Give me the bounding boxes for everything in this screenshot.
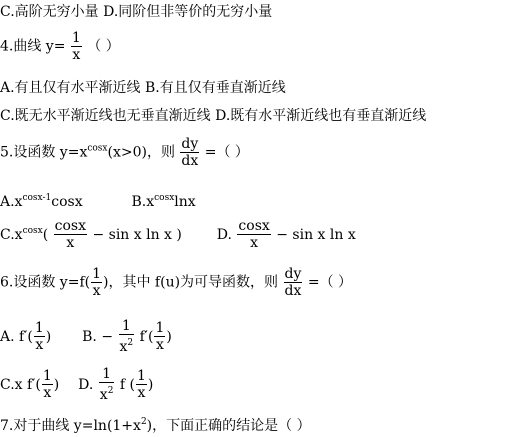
q6-derivative-fraction	[284, 266, 303, 299]
q5-option-a-base: A.x	[0, 194, 23, 210]
q6-option-d-denominator-2: x	[137, 385, 146, 401]
q4-fraction-denominator: x	[72, 47, 81, 63]
q5-option-a-exponent: cosx-1	[22, 193, 52, 203]
q6-option-b	[82, 318, 172, 355]
q6-option-b-numerator: 1	[119, 318, 135, 335]
q6-option-d-fraction-2	[136, 368, 147, 401]
q6-argument-numerator: 1	[92, 266, 102, 282]
q5-option-d	[216, 218, 356, 251]
q6-option-d-close: )	[147, 376, 154, 393]
q6-stem-mid: )，其中 f(u)为可导函数，则	[103, 274, 279, 291]
q5-option-d-rest: − sin x ln x	[276, 226, 356, 243]
question-7	[0, 414, 311, 434]
q5-option-c	[0, 218, 186, 251]
q6-option-b-fraction	[119, 318, 135, 355]
q5-option-a-factor: cosx	[51, 194, 83, 210]
q6-option-d-label: D.	[78, 376, 94, 393]
q5-option-b-factor: lnx	[174, 194, 196, 210]
q5-exponent: cosx	[87, 143, 108, 154]
q6-option-d-denominator	[99, 383, 115, 403]
q5-option-d-numerator: cosx	[238, 218, 270, 234]
q3-options-cd-text: C.高阶无穷小量 D.同阶但非等价的无穷小量	[0, 4, 273, 20]
q5-options-ab	[0, 190, 196, 210]
q6-option-a-close: )	[45, 328, 52, 345]
q5-derivative-numerator: dy	[181, 136, 199, 152]
q5-option-c-exponent: cosx	[22, 225, 43, 236]
q5-option-b	[132, 194, 196, 210]
q4-options-ab	[0, 80, 286, 96]
q5-option-b-base: B.x	[131, 194, 155, 210]
q5-option-c-base: C.x	[0, 226, 23, 243]
q6-stem-start: 6.设函数 y=f(	[0, 274, 91, 291]
q6-options-cd	[0, 366, 153, 403]
q7-stem-start: 7.对于曲线 y=ln(1+x	[0, 418, 141, 434]
q5-answer-blank: =（ ）	[204, 144, 249, 161]
q5-derivative-fraction	[180, 136, 199, 169]
q6-answer-blank: =（ ）	[307, 274, 353, 291]
q4-stem: 4.曲线 y=	[0, 38, 66, 55]
q6-option-d-numerator: 1	[99, 366, 115, 383]
q5-derivative-denominator: dx	[181, 153, 199, 169]
q6-option-b-numerator-2: 1	[155, 320, 165, 336]
q6-option-a-denominator: x	[35, 337, 44, 353]
q7-stem-end: )，下面正确的结论是（ ）	[146, 418, 311, 434]
q4-options-ab-text: A.有且仅有水平渐近线 B.有且仅有垂直渐近线	[0, 80, 286, 96]
q5-option-d-label: D.	[216, 226, 232, 243]
q4-fraction-numerator: 1	[71, 30, 81, 46]
q6-option-a-prefix: A. f′(	[0, 328, 33, 345]
q5-options-cd	[0, 218, 356, 251]
q6-option-c-close: )	[53, 376, 60, 393]
q5-option-c-numerator: cosx	[54, 218, 86, 234]
q6-option-b-mid: f′(	[139, 328, 154, 345]
q4-options-cd	[0, 108, 426, 124]
q6-argument-fraction	[91, 266, 102, 299]
q4-answer-blank: （ ）	[87, 38, 120, 55]
q6-option-b-denominator	[119, 335, 135, 355]
q6-option-b-fraction-2	[154, 320, 165, 353]
q5-option-a	[0, 194, 83, 210]
q6-option-a-numerator: 1	[34, 320, 44, 336]
q6-option-d-denominator-base: x	[99, 387, 108, 403]
q5-stem-start: 5.设函数 y=x	[0, 144, 88, 161]
q6-option-b-denominator-exponent: 2	[127, 338, 134, 348]
q6-option-b-denominator-base: x	[119, 339, 128, 355]
q6-option-c-prefix: C.x f′(	[0, 376, 41, 393]
q6-option-d-denominator-exponent: 2	[107, 386, 114, 396]
question-4	[0, 30, 120, 63]
q6-derivative-denominator: dx	[284, 283, 302, 299]
q6-option-b-prefix: B. −	[82, 328, 114, 345]
q6-option-c	[0, 368, 64, 401]
q6-option-d	[78, 366, 154, 403]
q6-option-d-numerator-2: 1	[136, 368, 146, 384]
q6-option-c-denominator: x	[43, 385, 52, 401]
q5-option-c-fraction	[54, 218, 87, 251]
q4-options-cd-text: C.既无水平渐近线也无垂直渐近线 D.既有水平渐近线也有垂直渐近线	[0, 108, 427, 124]
line-q3-options-cd	[0, 4, 272, 20]
q4-fraction	[71, 30, 82, 63]
q6-option-a	[0, 320, 56, 353]
question-5	[0, 136, 249, 169]
q5-option-c-denominator: x	[66, 235, 75, 251]
q6-option-a-fraction	[34, 320, 45, 353]
q6-option-b-close: )	[166, 328, 172, 345]
q6-option-b-denominator-2: x	[155, 337, 164, 353]
q6-option-c-fraction	[42, 368, 53, 401]
q5-option-c-open-paren: (	[42, 226, 49, 243]
q6-options-ab	[0, 318, 172, 355]
q5-option-c-rest: − sin x ln x )	[92, 226, 182, 243]
q5-option-d-denominator: x	[250, 235, 259, 251]
q6-option-c-numerator: 1	[42, 368, 52, 384]
q7-exponent: 2	[140, 417, 147, 427]
q6-derivative-numerator: dy	[284, 266, 302, 282]
q6-argument-denominator: x	[92, 283, 101, 299]
question-6	[0, 266, 352, 299]
q6-option-d-mid: f (	[119, 376, 135, 393]
q6-option-d-fraction	[99, 366, 115, 403]
q5-option-d-fraction	[237, 218, 270, 251]
q5-stem-mid: (x>0)，则	[107, 144, 175, 161]
q5-option-b-exponent: cosx	[154, 193, 175, 203]
